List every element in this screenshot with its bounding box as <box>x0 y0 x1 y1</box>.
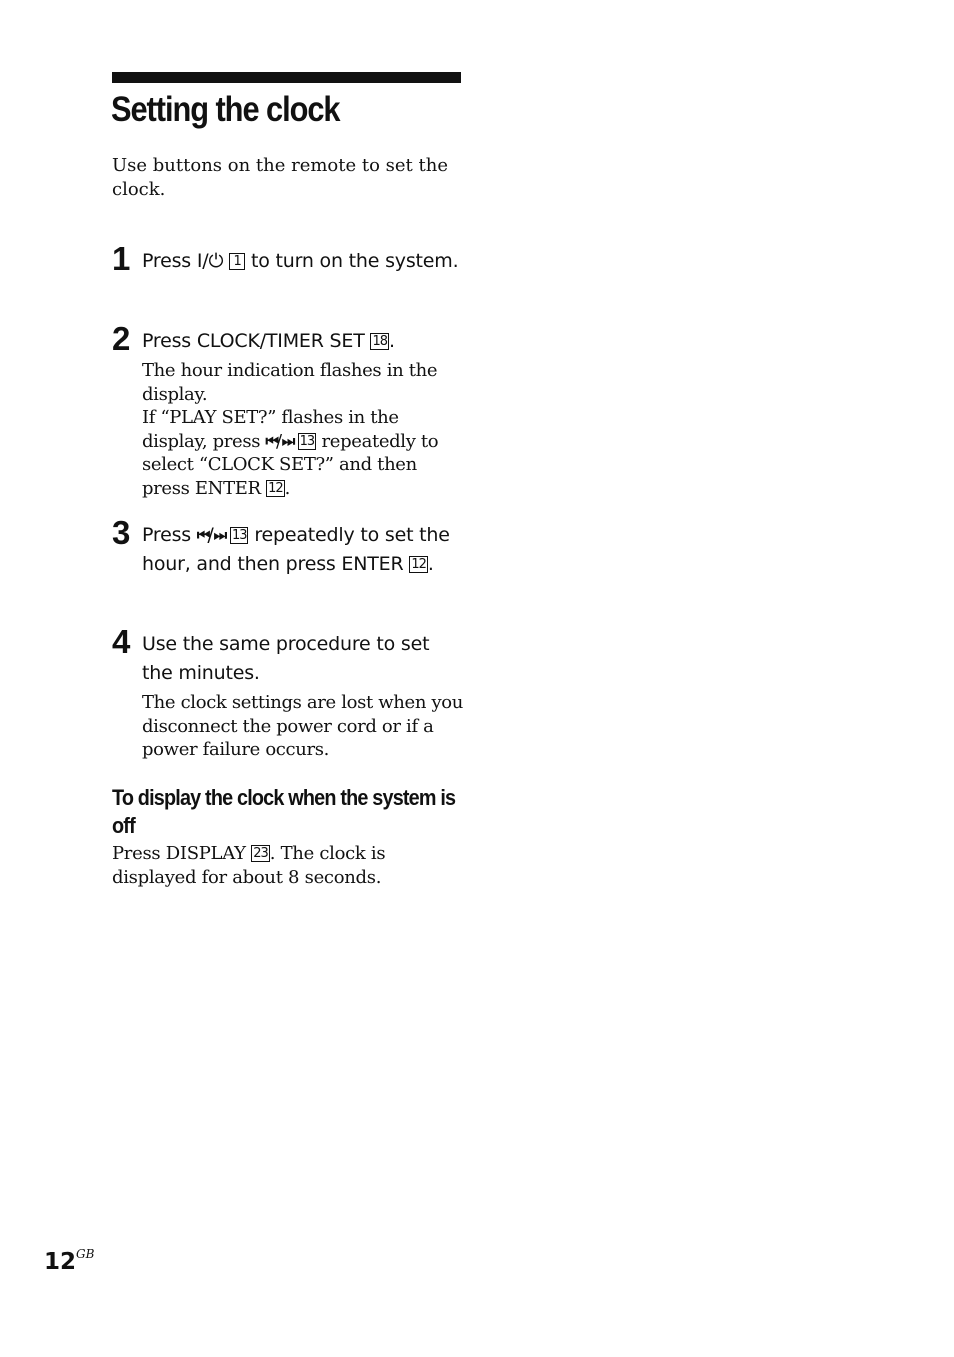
step-number: 3 <box>112 514 131 551</box>
page-title: Setting the clock <box>111 90 340 129</box>
step-instruction <box>142 327 464 356</box>
subsection-heading: To display the clock when the system is off <box>112 785 456 838</box>
instruction-text: Press <box>142 250 192 272</box>
instruction-text: Press <box>142 524 192 546</box>
step-instruction: Use the same procedure to set the minutes. <box>142 633 430 684</box>
section-top-rule <box>112 72 461 83</box>
skip-back-icon: ⏮ <box>196 526 208 544</box>
intro-text: Use buttons on the remote to set the clock. <box>112 155 448 200</box>
note-end: . <box>284 477 291 499</box>
ref-number-box: 23 <box>253 846 268 861</box>
page-number-value: 12 <box>44 1249 77 1275</box>
step-note <box>142 359 464 501</box>
step-number: 4 <box>112 623 131 660</box>
instruction-end: . <box>427 553 434 575</box>
region-code: GB <box>76 1247 95 1261</box>
ref-number-box: 13 <box>299 433 315 449</box>
skip-forward-icon: ⏭ <box>213 526 225 544</box>
instruction-text: Press CLOCK/TIMER SET <box>142 330 365 352</box>
step-number: 1 <box>112 240 131 277</box>
instruction-end: . <box>389 330 395 352</box>
step-number: 2 <box>112 320 131 357</box>
subsection-text-a: Press DISPLAY <box>112 843 246 864</box>
subsection-text-b: . The clock is displayed for about 8 seconds. <box>112 843 386 888</box>
skip-forward-icon: ⏭ <box>281 431 293 450</box>
subsection-text <box>112 842 464 890</box>
ref-number-box: 1 <box>229 253 245 270</box>
instruction-text: repeatedly to set the hour, and then press ENTER <box>142 524 450 575</box>
ref-number-box: 13 <box>231 528 247 543</box>
step-instruction <box>142 521 464 579</box>
note-text: If “PLAY SET?” flashes in the display, press <box>142 407 399 452</box>
note-text: repeatedly to select “CLOCK SET?” and then press ENTER <box>142 430 439 499</box>
power-icon: I/⏻ <box>196 250 224 272</box>
ref-number-box: 12 <box>411 557 426 572</box>
slash-separator: / <box>276 430 282 452</box>
slash-separator: / <box>207 524 214 546</box>
ref-number-box: 18 <box>372 334 388 349</box>
page-number <box>44 1247 94 1275</box>
instruction-text: to turn on the system. <box>250 250 459 272</box>
ref-number-box: 12 <box>268 480 283 496</box>
skip-back-icon: ⏮ <box>265 431 276 450</box>
note-text: The hour indication flashes in the display. <box>142 360 438 405</box>
step-instruction <box>142 247 464 276</box>
step-note: The clock settings are lost when you disconnect the power cord or if a power failure occurs. <box>142 692 464 761</box>
